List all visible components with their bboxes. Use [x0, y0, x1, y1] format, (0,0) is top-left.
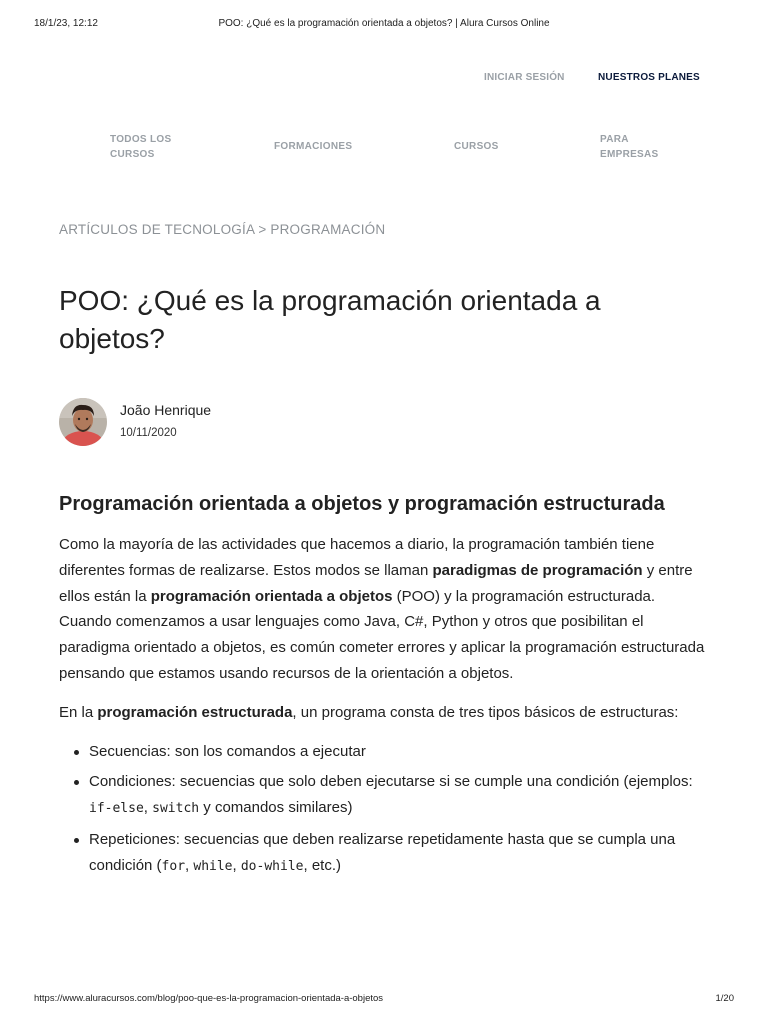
menu-item-label: FORMACIONES [274, 141, 353, 152]
text: , [185, 856, 194, 874]
print-datetime: 18/1/23, 12:12 [34, 18, 98, 29]
paragraph [59, 700, 709, 726]
bold-text: paradigmas de programación [432, 561, 643, 579]
avatar-image [59, 398, 107, 446]
menu-item-formations[interactable] [274, 139, 352, 154]
text: , un programa consta de tres tipos básicos de estructuras: [292, 703, 679, 721]
top-nav [0, 72, 768, 88]
text: Como la mayoría de las actividades que hacemos a diario, la programación también tiene diferentes formas de realizarse. Estos modos se llaman [59, 536, 655, 579]
main-menu [0, 132, 768, 168]
page-number: 1/20 [715, 993, 734, 1004]
page-url: https://www.aluracursos.com/blog/poo-que-es-la-programacion-orientada-a-objetos [34, 993, 384, 1004]
article-body [59, 490, 709, 885]
menu-item-all-courses[interactable] [110, 132, 190, 162]
text: (POO) y la programación estructurada. Cuando comenzamos a usar lenguajes como Java, C#, Python y otros que posibilitan el paradigma orientado a objetos, es común cometer errores y aplicar la programación estructurada pensando que estamos usando recursos de la orientación a objetos. [59, 587, 705, 682]
text: , etc.) [303, 856, 341, 874]
print-footer [34, 993, 734, 1007]
bold-text: programación estructurada [97, 703, 293, 721]
menu-item-label: CURSOS [110, 149, 155, 160]
menu-item-label: PARA [600, 134, 629, 145]
menu-item-for-companies[interactable] [600, 132, 670, 162]
login-link[interactable]: INICIAR SESIÓN [484, 72, 565, 83]
text: y entre ellos están la [59, 561, 693, 605]
list-item [59, 769, 709, 822]
bold-text: programación orientada a objetos [150, 587, 393, 605]
text: , [232, 856, 241, 874]
author-name[interactable]: João Henrique [120, 402, 212, 418]
code-snippet: if-else [89, 801, 144, 817]
text: En la [59, 703, 98, 721]
code-snippet: while [193, 858, 233, 874]
menu-item-label: CURSOS [454, 141, 499, 152]
text: Repeticiones: secuencias que deben realizarse repetidamente hasta que se cumpla una condición ( [89, 830, 676, 874]
plans-link[interactable]: NUESTROS PLANES [598, 72, 700, 83]
code-snippet: do-while [240, 858, 304, 874]
print-header [34, 18, 734, 32]
print-document-title: POO: ¿Qué es la programación orientada a objetos? | Alura Cursos Online [218, 18, 550, 29]
menu-item-label: EMPRESAS [600, 149, 659, 160]
code-snippet: switch [152, 801, 200, 817]
page-title: POO: ¿Qué es la programación orientada a objetos? [59, 285, 601, 354]
text: Condiciones: secuencias que solo deben ejecutarse si se cumple una condición (ejemplos: [89, 773, 693, 791]
code-snippet: for [161, 858, 186, 874]
list-item [59, 739, 709, 765]
author-avatar [59, 398, 107, 446]
text: y comandos similares) [199, 799, 353, 817]
text: Secuencias: son los comandos a ejecutar [89, 742, 366, 760]
menu-item-label: TODOS LOS [110, 134, 172, 145]
menu-item-courses[interactable] [454, 139, 499, 154]
breadcrumb[interactable]: ARTÍCULOS DE TECNOLOGÍA > PROGRAMACIÓN [59, 222, 386, 237]
publish-date: 10/11/2020 [120, 427, 177, 439]
paragraph [59, 532, 709, 687]
list-item [59, 827, 709, 880]
section-heading: Programación orientada a objetos y programación estructurada [59, 493, 665, 515]
text: , [143, 799, 153, 817]
structures-list [59, 739, 709, 880]
